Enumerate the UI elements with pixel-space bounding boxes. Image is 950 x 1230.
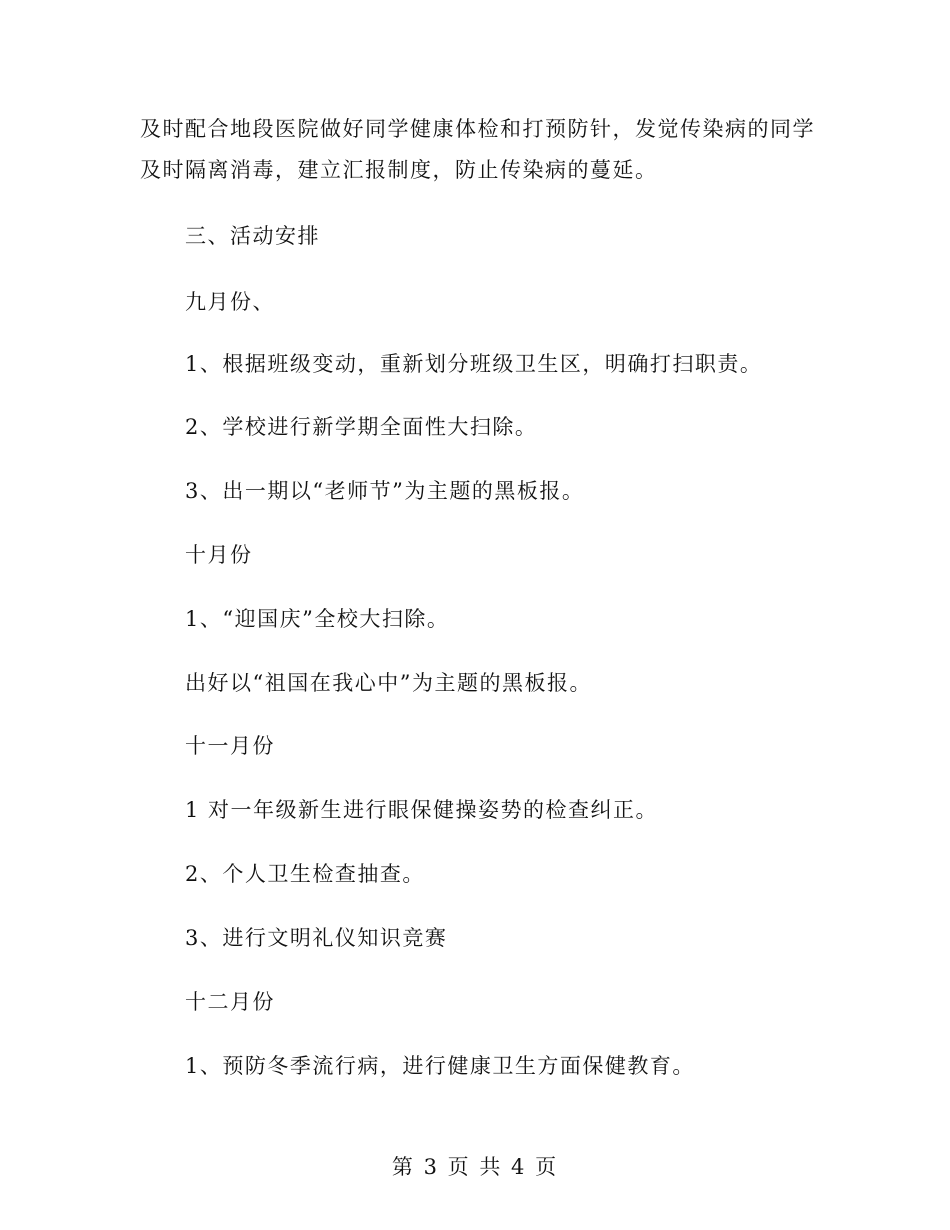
total-page-count: 4 xyxy=(511,1155,527,1179)
footer-middle: 页 共 xyxy=(447,1155,503,1179)
list-item: 1、根据班级变动，重新划分班级卫生区，明确打扫职责。 xyxy=(185,352,763,376)
list-item: 1、预防冬季流行病，进行健康卫生方面保健教育。 xyxy=(185,1054,695,1078)
month-heading: 十月份 xyxy=(185,543,253,567)
section-heading: 三、活动安排 xyxy=(185,224,320,248)
current-page-number: 3 xyxy=(423,1155,439,1179)
list-item: 1、“迎国庆”全校大扫除。 xyxy=(185,607,450,631)
paragraph-line: 及时隔离消毒，建立汇报制度，防止传染病的蔓延。 xyxy=(140,158,658,182)
list-item: 3、出一期以“老师节”为主题的黑板报。 xyxy=(185,479,585,503)
month-heading: 九月份、 xyxy=(185,290,275,314)
footer-suffix: 页 xyxy=(535,1155,559,1179)
month-heading: 十二月份 xyxy=(185,990,275,1014)
list-item: 1 对一年级新生进行眼保健操姿势的检查纠正。 xyxy=(185,798,659,822)
footer-prefix: 第 xyxy=(391,1155,415,1179)
month-heading: 十一月份 xyxy=(185,734,275,758)
page-footer xyxy=(0,1151,950,1181)
list-item: 2、个人卫生检查抽查。 xyxy=(185,862,425,886)
list-item: 出好以“祖国在我心中”为主题的黑板报。 xyxy=(185,671,592,695)
paragraph-line: 及时配合地段医院做好同学健康体检和打预防针，发觉传染病的同学 xyxy=(140,117,815,141)
list-item: 3、进行文明礼仪知识竞赛 xyxy=(185,926,448,950)
list-item: 2、学校进行新学期全面性大扫除。 xyxy=(185,415,538,439)
